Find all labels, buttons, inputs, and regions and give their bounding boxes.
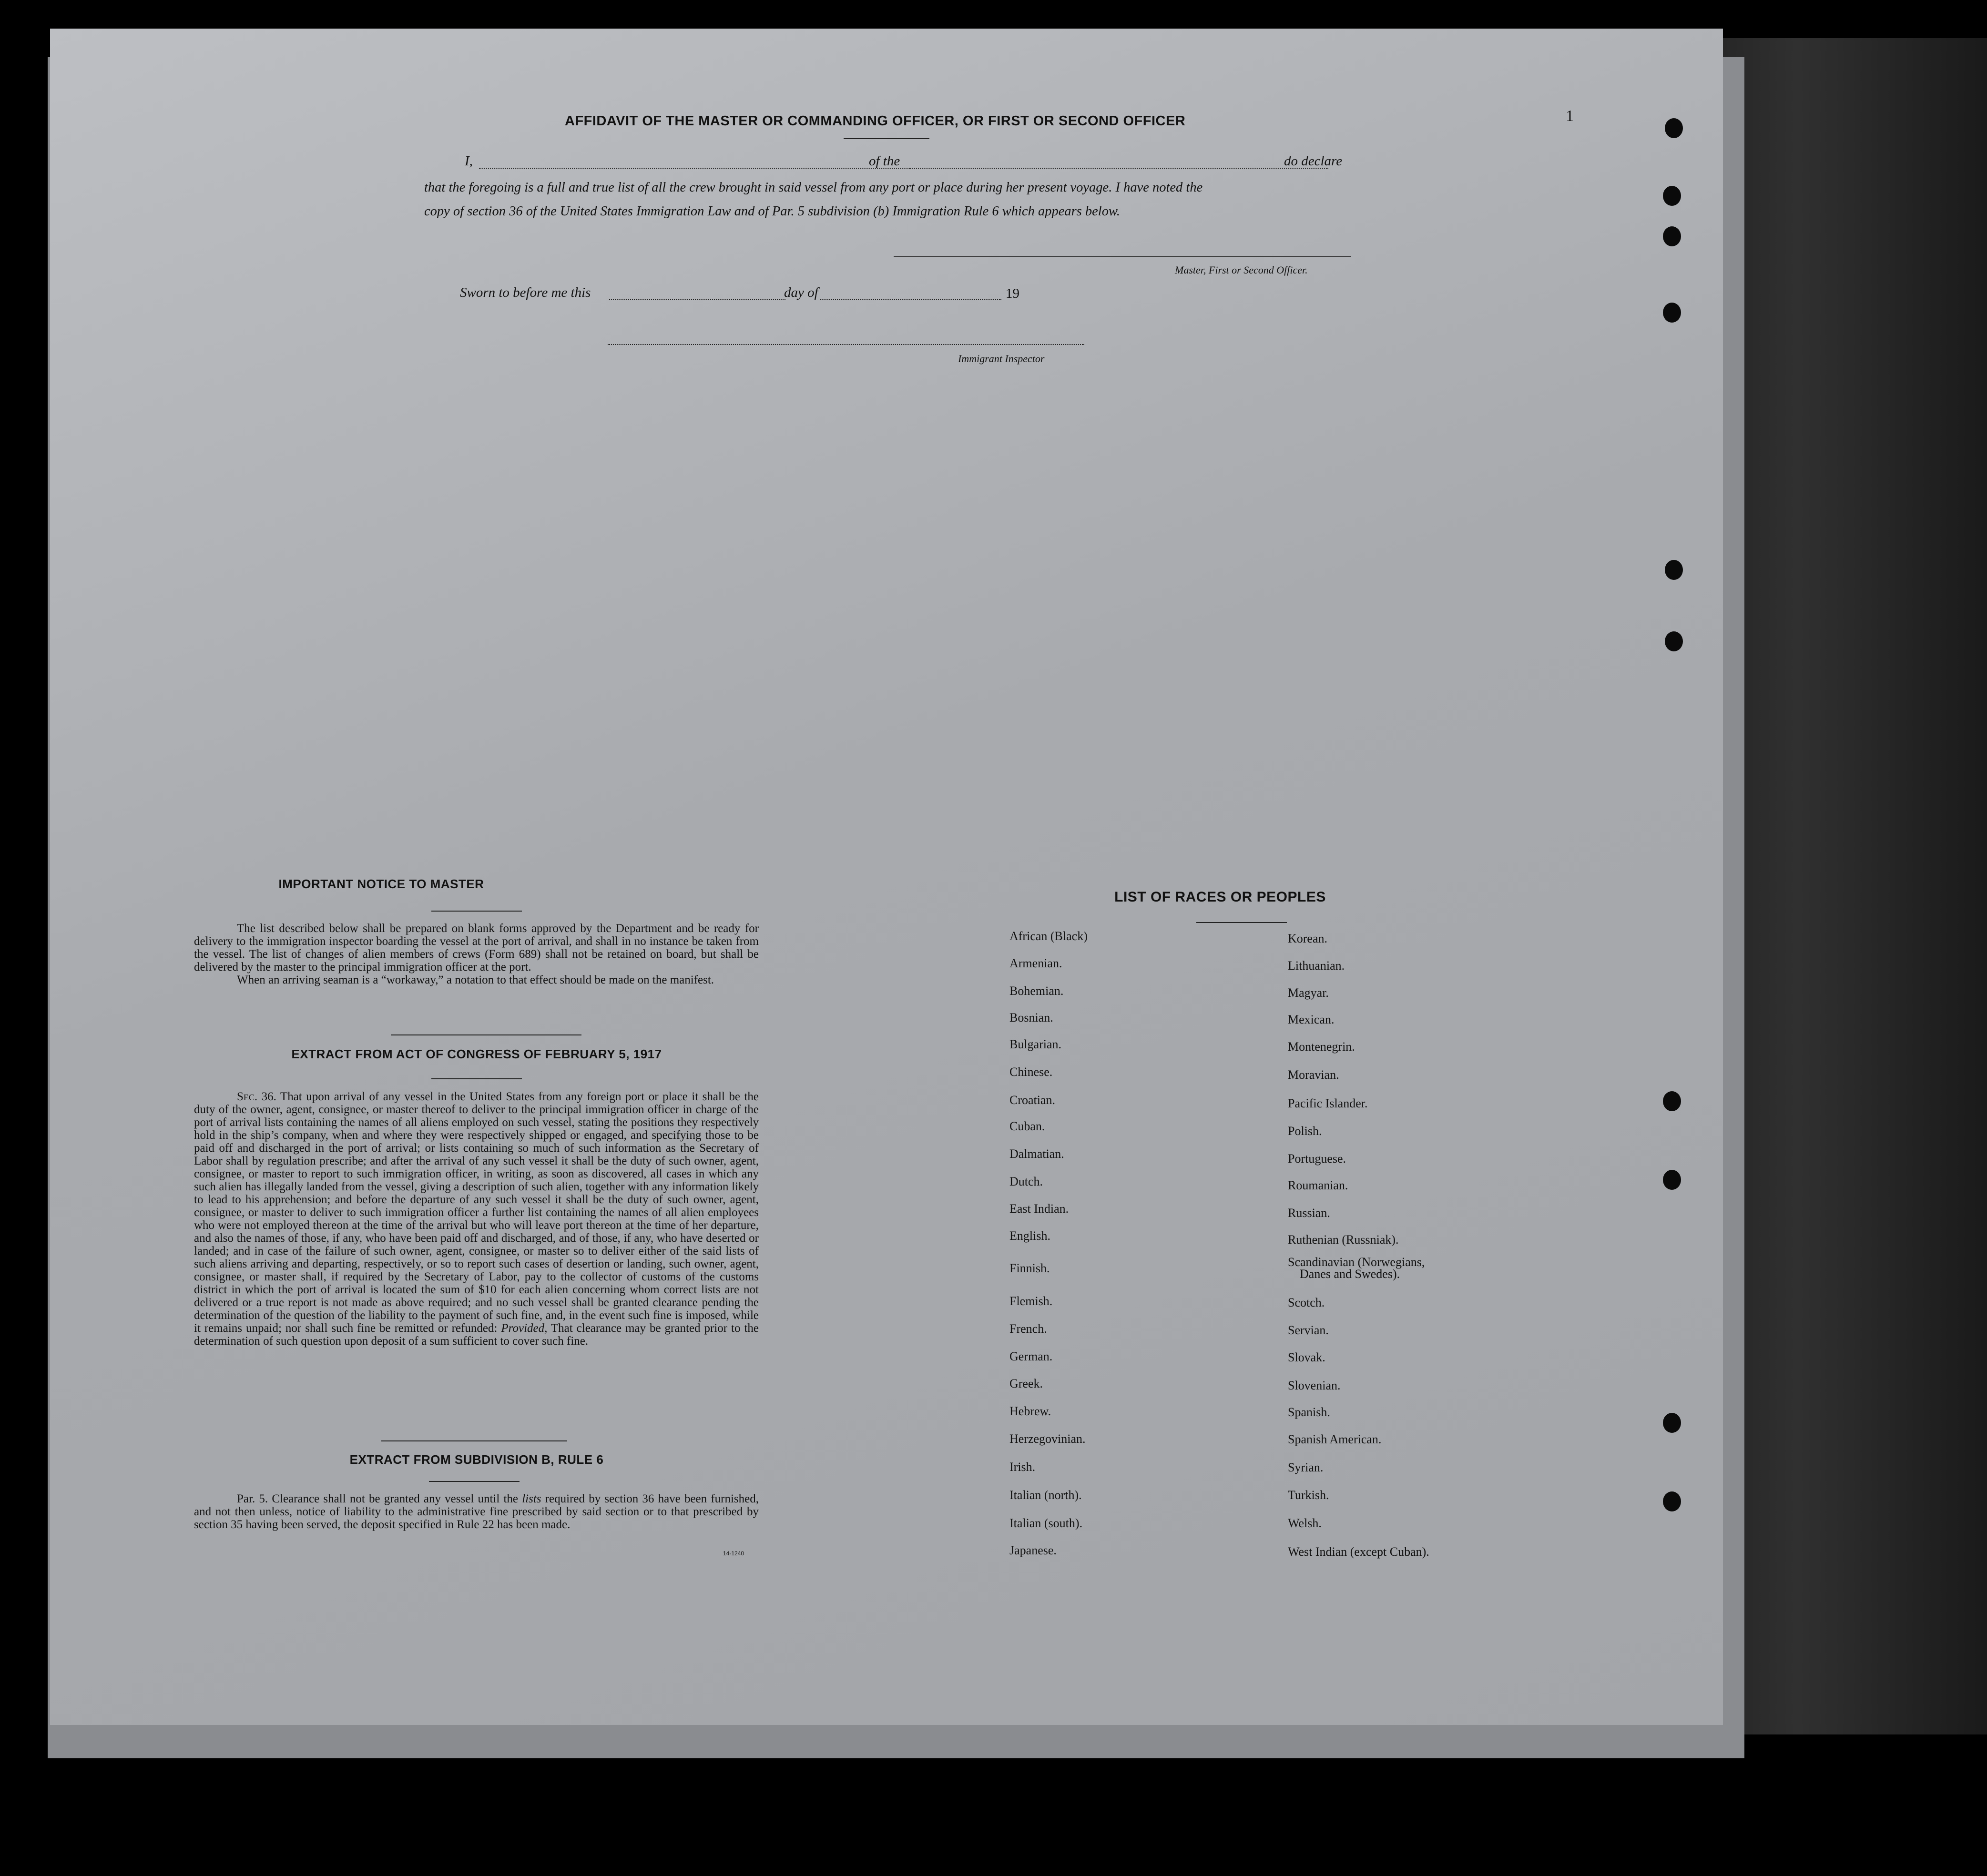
race-left-item: Croatian. <box>1009 1093 1056 1107</box>
race-left-item: Italian (north). <box>1009 1488 1082 1502</box>
sworn-label: Sworn to before me this <box>460 285 591 300</box>
document-page <box>50 29 1723 1725</box>
race-right-item: Scandinavian (Norwegians, <box>1288 1255 1425 1269</box>
master-signature-caption: Master, First or Second Officer. <box>1175 264 1308 276</box>
inspector-caption: Immigrant Inspector <box>958 353 1045 365</box>
race-left-item: Bohemian. <box>1009 984 1064 998</box>
section-divider <box>391 1034 581 1035</box>
binder-hole <box>1663 186 1681 206</box>
race-left-item: Bulgarian. <box>1009 1037 1062 1051</box>
race-left-item: Italian (south). <box>1009 1516 1083 1530</box>
binder-hole <box>1663 1491 1681 1511</box>
race-left-item: Flemish. <box>1009 1294 1053 1308</box>
race-left-item: Greek. <box>1009 1377 1043 1390</box>
race-left-item: Bosnian. <box>1009 1011 1053 1024</box>
race-right-item: Slovak. <box>1288 1350 1325 1364</box>
race-right-item: Russian. <box>1288 1206 1330 1220</box>
binder-hole <box>1663 1413 1681 1433</box>
race-right-item: Danes and Swedes). <box>1300 1267 1400 1281</box>
race-left-item: Cuban. <box>1009 1119 1045 1133</box>
race-right-item: Welsh. <box>1288 1516 1322 1530</box>
race-right-item: Servian. <box>1288 1323 1329 1337</box>
race-right-item: West Indian (except Cuban). <box>1288 1545 1429 1559</box>
binder-hole <box>1665 118 1683 138</box>
race-left-item: Dalmatian. <box>1009 1147 1064 1161</box>
scan-background-edge <box>1716 38 1987 1734</box>
affidavit-title: AFFIDAVIT OF THE MASTER OR COMMANDING OFFICER, OR FIRST OR SECOND OFFICER <box>565 113 1186 129</box>
rule-title-underline <box>429 1481 520 1482</box>
race-right-item: Pacific Islander. <box>1288 1096 1368 1110</box>
race-left-item: East Indian. <box>1009 1202 1069 1216</box>
par-5-body-a: Par. 5. Clearance shall not be granted any vessel until the <box>237 1492 522 1505</box>
section-36-paragraph <box>194 1090 759 1348</box>
notice-title-underline <box>431 911 522 912</box>
binder-hole <box>1663 1091 1681 1111</box>
race-left-item: Irish. <box>1009 1460 1036 1474</box>
sworn-day-blank-line[interactable] <box>609 298 785 300</box>
race-right-item: Slovenian. <box>1288 1379 1341 1392</box>
race-right-item: Moravian. <box>1288 1068 1339 1082</box>
notice-text <box>194 922 759 986</box>
race-left-item: Armenian. <box>1009 956 1062 970</box>
affidavit-statement-line-3: copy of section 36 of the United States Immigration Law and of Par. 5 subdivision (b) Immigration Rule 6 which appears below. <box>424 204 1120 219</box>
race-right-item: Spanish American. <box>1288 1432 1382 1446</box>
form-number: 14-1240 <box>723 1550 744 1557</box>
race-right-item: Turkish. <box>1288 1488 1329 1502</box>
section-divider <box>381 1440 567 1441</box>
race-right-item: Lithuanian. <box>1288 959 1345 973</box>
race-right-item: Mexican. <box>1288 1013 1335 1026</box>
race-left-item: Herzegovinian. <box>1009 1432 1086 1446</box>
rule-extract-title: EXTRACT FROM SUBDIVISION B, RULE 6 <box>349 1452 604 1467</box>
notice-paragraph-2: When an arriving seaman is a “workaway,” a notation to that effect should be made on the manifest. <box>237 973 714 986</box>
race-right-item: Spanish. <box>1288 1405 1330 1419</box>
race-right-item: Magyar. <box>1288 986 1329 1000</box>
name-blank-line[interactable] <box>479 167 910 169</box>
race-left-item: English. <box>1009 1229 1050 1243</box>
race-right-item: Syrian. <box>1288 1460 1324 1474</box>
sworn-month-blank-line[interactable] <box>820 298 1001 300</box>
do-declare-label: do declare <box>1284 153 1343 169</box>
race-right-item: Montenegrin. <box>1288 1040 1355 1054</box>
inspector-signature-line[interactable] <box>608 343 1084 345</box>
race-right-item: Korean. <box>1288 932 1328 945</box>
race-right-item: Ruthenian (Russniak). <box>1288 1233 1399 1247</box>
race-right-item: Scotch. <box>1288 1296 1325 1309</box>
notice-paragraph-1: The list described below shall be prepared on blank forms approved by the Department and be ready for delivery to the immigration inspector boarding the vessel at the port of arrival, and shall in no instance be taken from the vessel. The list of changes of alien members of crews (Form 689) shall not be retained on board, but shall be delivered by the master to the principal immigration officer at the port. <box>194 922 759 973</box>
of-the-label: of the <box>869 153 900 169</box>
race-left-item: Chinese. <box>1009 1065 1053 1079</box>
race-left-item: German. <box>1009 1349 1053 1363</box>
race-left-item: Japanese. <box>1009 1543 1057 1557</box>
act-extract-text <box>194 1090 759 1348</box>
race-left-item: Finnish. <box>1009 1261 1050 1275</box>
race-left-item: French. <box>1009 1322 1047 1336</box>
rule-extract-text <box>194 1492 759 1531</box>
race-left-item: African (Black) <box>1009 929 1088 943</box>
notice-title: IMPORTANT NOTICE TO MASTER <box>278 877 484 891</box>
title-underline <box>844 138 929 139</box>
section-36-body-b: That clearance may be granted prior to the determination of such question upon deposit of a sum sufficient to cover such fine. <box>194 1322 759 1348</box>
binder-hole <box>1665 631 1683 651</box>
lists-word: lists <box>522 1492 541 1505</box>
par-5-paragraph <box>194 1492 759 1531</box>
race-left-item: Dutch. <box>1009 1175 1043 1188</box>
act-title-underline <box>431 1078 522 1079</box>
binder-hole <box>1663 303 1681 323</box>
vessel-blank-line[interactable] <box>909 167 1328 169</box>
binder-hole <box>1663 226 1681 246</box>
race-right-item: Roumanian. <box>1288 1178 1348 1192</box>
act-extract-title: EXTRACT FROM ACT OF CONGRESS OF FEBRUARY 5, 1917 <box>291 1047 662 1061</box>
day-of-label: day of <box>784 285 818 300</box>
binder-hole <box>1665 560 1683 580</box>
year-prefix: 19 <box>1006 286 1019 301</box>
provided-word: Provided, <box>501 1322 548 1335</box>
races-title-underline <box>1196 922 1287 923</box>
race-right-item: Portuguese. <box>1288 1152 1346 1166</box>
binder-hole <box>1663 1170 1681 1190</box>
race-right-item: Polish. <box>1288 1124 1322 1138</box>
affidavit-statement-line-2: that the foregoing is a full and true list of all the crew brought in said vessel from any port or place during her present voyage. I have noted the <box>424 180 1203 195</box>
section-36-body-a: That upon arrival of any vessel in the United States from any foreign port or place it shall be the duty of the owner, agent, consignee, or master thereof to deliver to the principal immigration officer in charge of the port of arrival lists containing the names of all aliens employed on such vessel, stating the positions they respectively hold in the ship’s company, when and where they were respectively shipped or engaged, and specifying those to be paid off and discharged in the port of arrival; or lists containing so much of such information as the Secretary of Labor shall by regulation prescribe; and after the arrival of any such vessel it shall be the duty of such owner, agent, consignee, or master to report to such immigration officer, in writing, as soon as discovered, all cases in which any such alien has illegally landed from the vessel, giving a description of such alien, together with any information likely to lead to his apprehension; and before the departure of any such vessel it shall be the duty of such owner, agent, consignee, or master to deliver to such immigration officer a further list containing the names of all alien employees who were not employed thereon at the time of the arrival but who will leave port thereon at the time of her departure, and also the names of those, if any, who have been paid off and discharged, and of those, if any, who have deserted or landed; and in case of the failure of such owner, agent, consignee, or master so to deliver either of the said lists of such aliens arriving and departing, respectively, or so to report such cases of desertion or landing, such owner, agent, consignee, or master shall, if required by the Secretary of Labor, pay to the collector of customs of the customs district in which the port of arrival is located the sum of $10 for each alien concerning whom correct lists are not delivered or a true report is not made as above required; and no such vessel shall be granted clearance pending the determination of the question of the liability to the payment of such fine, and, in the event such fine is imposed, while it remains unpaid; nor shall such fine be remitted or refunded: <box>194 1090 759 1335</box>
par-5-body-b: required by section 36 have been furnished, and not then unless, notice of liability to the administrative fine prescribed by said section or to that prescribed by section 35 having been served, the deposit specified in Rule 22 has been made. <box>194 1492 759 1531</box>
race-left-item: Hebrew. <box>1009 1404 1051 1418</box>
affidavit-i-label: I, <box>465 153 473 169</box>
page-number: 1 <box>1566 107 1574 125</box>
master-signature-line[interactable] <box>894 256 1351 257</box>
section-36-lead: Sec. 36. <box>237 1090 276 1103</box>
races-list-title: LIST OF RACES OR PEOPLES <box>1114 889 1326 905</box>
